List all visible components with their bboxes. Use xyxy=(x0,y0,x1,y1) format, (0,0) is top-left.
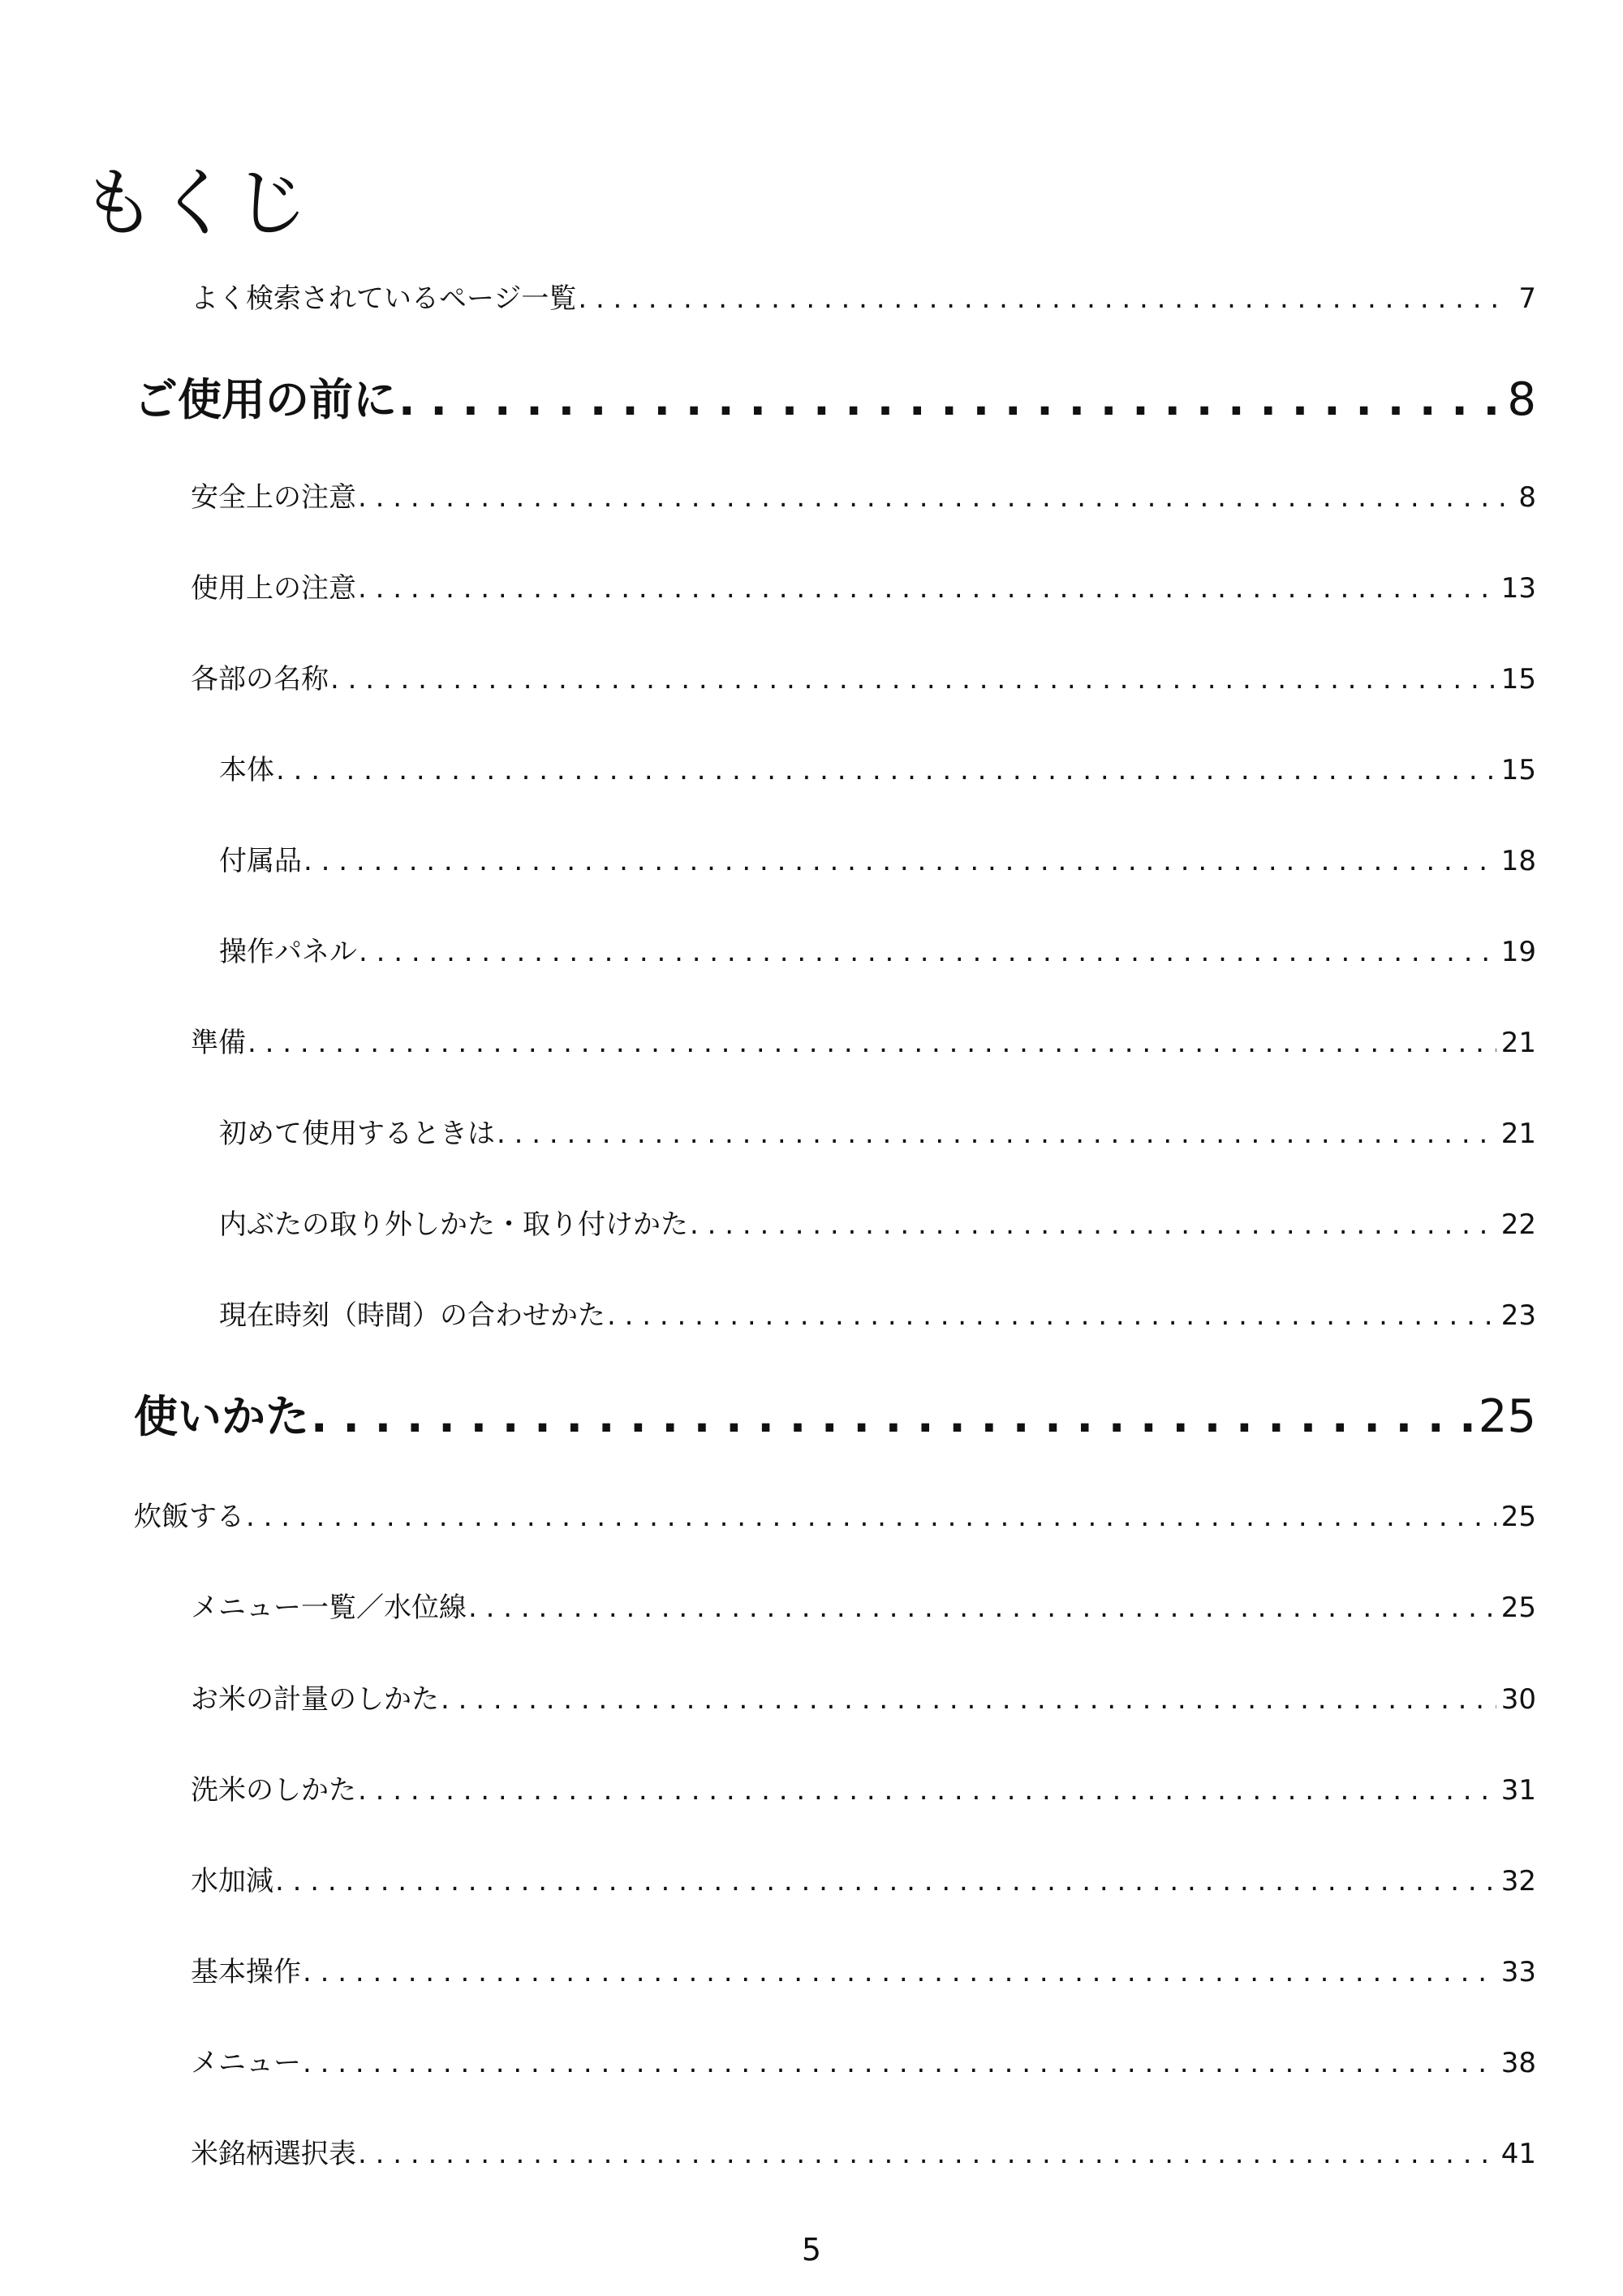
toc-entry-page: 25 xyxy=(1500,1501,1536,1533)
toc-entry-page: 15 xyxy=(1500,663,1536,696)
toc-entry-popular-pages[interactable] xyxy=(191,276,1536,317)
toc-entry-label: 使用上の注意 xyxy=(191,572,356,605)
dot-leader xyxy=(246,1501,1496,1533)
dot-leader xyxy=(303,2047,1496,2079)
toc-entry-label: メニュー xyxy=(191,2047,301,2079)
dot-leader xyxy=(607,1299,1496,1332)
dot-leader xyxy=(358,1774,1496,1807)
toc-entry-page: 18 xyxy=(1500,845,1536,877)
toc-entry-water-level[interactable] xyxy=(191,1859,1536,1899)
toc-entry-washing-rice[interactable] xyxy=(191,1768,1536,1808)
toc-entry-page: 19 xyxy=(1500,936,1536,968)
toc-entry-control-panel[interactable] xyxy=(219,929,1536,970)
toc-entry-page: 21 xyxy=(1500,1118,1536,1150)
toc-chapter-label: ご使用の前に xyxy=(134,374,397,424)
toc-entry-label: 炊飯する xyxy=(134,1501,244,1533)
toc-entry-label: 準備 xyxy=(191,1027,246,1059)
toc-chapter-before-use[interactable] xyxy=(134,365,1536,424)
toc-entry-page: 33 xyxy=(1500,1956,1536,1988)
toc-entry-label: 米銘柄選択表 xyxy=(191,2138,356,2170)
toc-entry-page: 22 xyxy=(1500,1208,1536,1241)
toc-entry-label: 操作パネル xyxy=(219,936,357,968)
dot-leader xyxy=(441,1683,1496,1716)
toc-entry-preparation[interactable] xyxy=(191,1020,1536,1061)
dot-leader xyxy=(248,1027,1496,1059)
toc-entry-page: 8 xyxy=(1518,481,1536,514)
toc-entry-cooking[interactable] xyxy=(134,1494,1536,1535)
dot-leader xyxy=(303,1956,1496,1988)
toc-entry-safety[interactable] xyxy=(191,475,1536,515)
dot-leader xyxy=(358,572,1496,605)
toc-entry-menu[interactable] xyxy=(191,2040,1536,2081)
dot-leader xyxy=(304,845,1496,877)
toc-entry-main-unit[interactable] xyxy=(219,747,1536,788)
toc-entry-page: 32 xyxy=(1500,1865,1536,1898)
toc-entry-page: 23 xyxy=(1500,1299,1536,1332)
page-number: 5 xyxy=(801,2232,822,2268)
toc-entry-page: 15 xyxy=(1500,754,1536,786)
toc-entry-label: よく検索されているページ一覧 xyxy=(191,282,577,315)
toc-entry-page: 30 xyxy=(1500,1683,1536,1716)
dot-leader xyxy=(275,1865,1496,1898)
toc-entry-label: 内ぶたの取り外しかた・取り付けかた xyxy=(219,1208,688,1241)
toc-entry-label: 初めて使用するときは xyxy=(219,1118,495,1150)
toc-entry-accessories[interactable] xyxy=(219,838,1536,879)
toc-entry-label: 各部の名称 xyxy=(191,663,329,696)
toc-entry-usage-notes[interactable] xyxy=(191,566,1536,606)
toc-entry-set-clock[interactable] xyxy=(219,1293,1536,1333)
dot-leader xyxy=(358,2138,1496,2170)
toc-entry-page: 38 xyxy=(1500,2047,1536,2079)
toc-entry-label: お米の計量のしかた xyxy=(191,1683,439,1716)
toc-entry-label: 洗米のしかた xyxy=(191,1774,356,1807)
toc-entry-inner-lid[interactable] xyxy=(219,1202,1536,1243)
toc-chapter-how-to-use[interactable] xyxy=(134,1382,1536,1441)
toc-entry-label: 安全上の注意 xyxy=(191,481,356,514)
toc-entry-page: 25 xyxy=(1500,1592,1536,1624)
toc-entry-label: メニュー一覧／水位線 xyxy=(191,1592,467,1624)
toc-entry-part-names[interactable] xyxy=(191,657,1536,697)
dot-leader xyxy=(311,1391,1474,1441)
toc-entry-first-use[interactable] xyxy=(219,1111,1536,1152)
dot-leader xyxy=(398,374,1502,424)
dot-leader xyxy=(276,754,1496,786)
toc-entry-label: 基本操作 xyxy=(191,1956,301,1988)
toc-entry-rice-brand-table[interactable] xyxy=(191,2131,1536,2172)
toc-entry-page: 21 xyxy=(1500,1027,1536,1059)
dot-leader xyxy=(690,1208,1496,1241)
toc-entry-label: 現在時刻（時間）の合わせかた xyxy=(219,1299,605,1332)
page-title: もくじ xyxy=(81,160,311,247)
toc-entry-page: 41 xyxy=(1500,2138,1536,2170)
dot-leader xyxy=(468,1592,1496,1624)
toc-entry-basic-operation[interactable] xyxy=(191,1949,1536,1990)
toc-entry-label: 水加減 xyxy=(191,1865,273,1898)
toc-entry-label: 本体 xyxy=(219,754,274,786)
dot-leader xyxy=(358,481,1507,514)
toc-chapter-page: 25 xyxy=(1478,1390,1536,1441)
toc-entry-measuring-rice[interactable] xyxy=(191,1677,1536,1717)
dot-leader xyxy=(578,282,1507,315)
toc-entry-label: 付属品 xyxy=(219,845,302,877)
toc-entry-page: 31 xyxy=(1500,1774,1536,1807)
toc-entry-page: 7 xyxy=(1518,282,1536,315)
toc-entry-menu-list[interactable] xyxy=(191,1585,1536,1626)
toc-entry-page: 13 xyxy=(1500,572,1536,605)
dot-leader xyxy=(497,1118,1496,1150)
toc-chapter-label: 使いかた xyxy=(134,1391,309,1441)
dot-leader xyxy=(330,663,1496,696)
dot-leader xyxy=(359,936,1496,968)
toc-chapter-page: 8 xyxy=(1507,373,1536,424)
